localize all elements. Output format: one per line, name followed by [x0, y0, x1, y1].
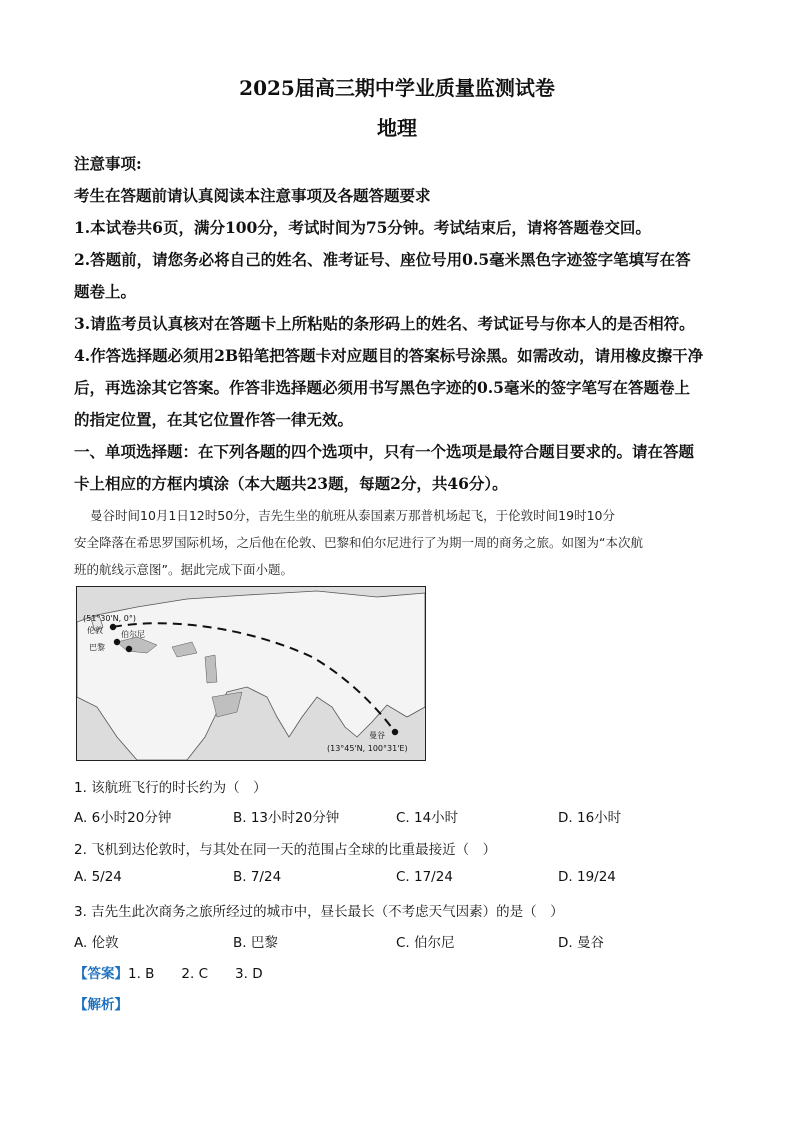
analysis-tag: 【解析】	[74, 997, 128, 1013]
london-label: 伦敦	[87, 626, 103, 635]
london-coordinate: (51°30'N, 0°)	[83, 614, 136, 623]
notice-subheading: 考生在答题前请认真阅读本注意事项及各题答题要求	[74, 186, 431, 205]
notice-line-1: 1.本试卷共6页，满分100分，考试时间为75分钟。考试结束后，请将答题卷交回。	[74, 218, 651, 237]
answer-line	[74, 962, 263, 982]
question-2-option-c[interactable]: C. 17/24	[396, 869, 453, 885]
section-heading-cont: 卡上相应的方框内填涂（本大题共23题，每题2分，共46分）。	[74, 474, 508, 493]
intro-line-2: 安全降落在希思罗国际机场，之后他在伦敦、巴黎和伯尔尼进行了为期一周的商务之旅。如图为“本次航	[74, 535, 643, 550]
question-3-option-b[interactable]: B. 巴黎	[233, 935, 278, 951]
question-3-option-c[interactable]: C. 伯尔尼	[396, 935, 455, 951]
question-3-option-d[interactable]: D. 曼谷	[558, 935, 604, 951]
notice-line-4-cont-1: 后，再选涂其它答案。作答非选择题必须用书写黑色字迹的0.5毫米的签字笔写在答题卷上	[74, 378, 690, 397]
section-heading: 一、单项选择题：在下列各题的四个选项中，只有一个选项是最符合题目要求的。请在答题	[74, 442, 695, 461]
question-1-option-c[interactable]: C. 14小时	[396, 810, 459, 826]
map-svg	[77, 587, 425, 760]
question-1-stem: 1. 该航班飞行的时长约为（ ）	[74, 780, 267, 796]
question-3-stem: 3. 吉先生此次商务之旅所经过的城市中，昼长最长（不考虑天气因素）的是（ ）	[74, 904, 564, 920]
caspian-sea	[205, 655, 217, 683]
london-dot	[110, 624, 116, 630]
notice-line-2-cont: 题卷上。	[74, 282, 137, 301]
bern-dot	[126, 646, 132, 652]
question-2-option-a[interactable]: A. 5/24	[74, 869, 122, 885]
answer-text: 1. B 2. C 3. D	[128, 966, 263, 982]
notice-line-2: 2.答题前，请您务必将自己的姓名、准考证号、座位号用0.5毫米黑色字迹签字笔填写在答	[74, 250, 691, 269]
intro-line-3: 班的航线示意图”。据此完成下面小题。	[74, 562, 293, 577]
bangkok-dot	[392, 729, 398, 735]
paris-dot	[114, 639, 120, 645]
bern-label: 伯尔尼	[121, 630, 145, 639]
subject-title: 地理	[377, 116, 417, 140]
flight-route-map	[76, 586, 426, 761]
question-2-option-d[interactable]: D. 19/24	[558, 869, 616, 885]
answer-tag: 【答案】	[74, 966, 128, 982]
bangkok-coordinate: (13°45'N, 100°31'E)	[327, 744, 408, 753]
question-1-option-b[interactable]: B. 13小时20分钟	[233, 810, 340, 826]
question-2-stem: 2. 飞机到达伦敦时，与其处在同一天的范围占全球的比重最接近（ ）	[74, 842, 497, 858]
question-1-option-d[interactable]: D. 16小时	[558, 810, 622, 826]
notice-heading: 注意事项:	[74, 154, 142, 173]
intro-line-1: 曼谷时间10月1日12时50分，吉先生坐的航班从泰国素万那普机场起飞，于伦敦时间19时10分	[90, 508, 615, 523]
question-2-option-b[interactable]: B. 7/24	[233, 869, 282, 885]
notice-line-4: 4.作答选择题必须用2B铅笔把答题卡对应题目的答案标号涂黑。如需改动，请用橡皮擦干净	[74, 346, 704, 365]
bangkok-label: 曼谷	[369, 731, 385, 740]
question-3-option-a[interactable]: A. 伦敦	[74, 935, 119, 951]
exam-title: 2025届高三期中学业质量监测试卷	[239, 76, 555, 100]
notice-line-3: 3.请监考员认真核对在答题卡上所粘贴的条形码上的姓名、考试证号与你本人的是否相符。	[74, 314, 695, 333]
paris-label: 巴黎	[89, 643, 105, 652]
notice-line-4-cont-2: 的指定位置，在其它位置作答一律无效。	[74, 410, 354, 429]
question-1-option-a[interactable]: A. 6小时20分钟	[74, 810, 172, 826]
analysis-line	[74, 993, 128, 1013]
